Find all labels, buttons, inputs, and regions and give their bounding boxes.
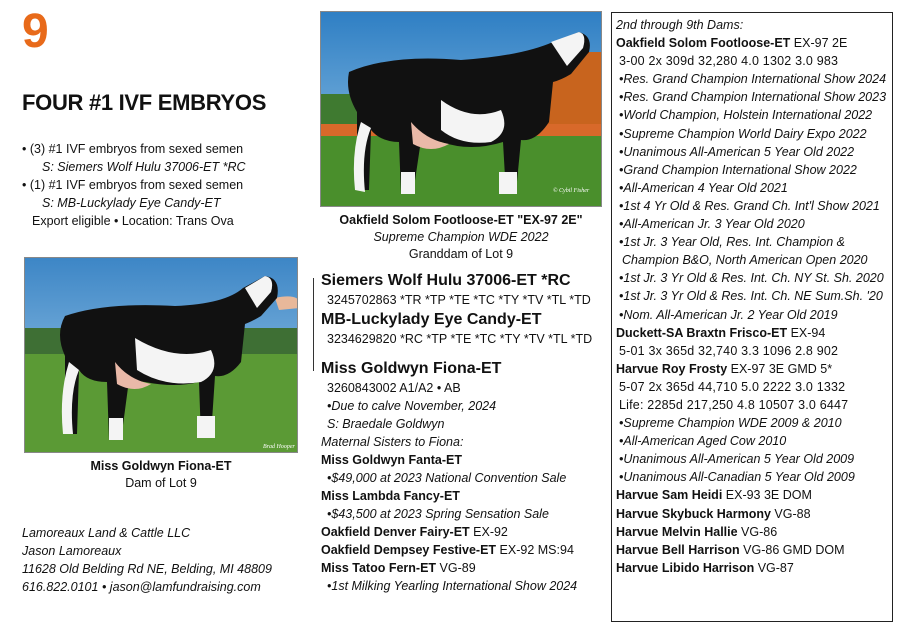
achievement: •All-American 4 Year Old 2021 <box>619 180 788 195</box>
lot-item-sire: S: MB-Luckylady Eye Candy-ET <box>42 196 221 210</box>
achievement: •1st Jr. 3 Year Old, Res. Int. Champion & <box>619 235 846 250</box>
photo-dam <box>24 257 298 453</box>
sister-row <box>321 541 606 559</box>
cow-photo-granddam <box>321 12 602 207</box>
achievement: •World Champion, Holstein International 2022 <box>619 108 873 123</box>
achievement: •1st 4 Yr Old & Res. Grand Ch. Int'l Show 2021 <box>619 198 880 213</box>
achievement: •1st Jr. 3 Yr Old & Res. Int. Ch. NE Sum.Sh. '20 <box>619 289 883 304</box>
caption-relation: Dam of Lot 9 <box>125 476 197 490</box>
sister-score: EX-92 MS:94 <box>496 543 574 557</box>
contact-person: Jason Lamoreaux <box>22 544 122 558</box>
divider-line <box>313 278 314 371</box>
dams-heading: 2nd through 9th Dams: <box>616 18 744 32</box>
caption-dam <box>24 458 298 492</box>
caption-granddam <box>320 212 602 263</box>
contact-address: 11628 Old Belding Rd NE, Belding, MI 48809 <box>22 562 272 576</box>
dam-ancestor-score: VG-86 GMD DOM <box>739 542 845 557</box>
achievement: •Res. Grand Champion International Show 2024 <box>619 72 887 87</box>
photo-credit: Brad Hooper <box>263 444 295 450</box>
dam4-lifetime: Life: 2285d 217,250 4.8 10507 3.0 6447 <box>619 397 849 412</box>
caption-name: Oakfield Solom Footloose-ET "EX-97 2E" <box>339 213 583 227</box>
achievement: •Unanimous All-American 5 Year Old 2009 <box>619 452 855 467</box>
achievement: •Res. Grand Champion International Show 2023 <box>619 90 887 105</box>
cow-photo-dam <box>25 258 298 453</box>
dam4-record: 5-07 2x 365d 44,710 5.0 2222 3.0 1332 <box>619 379 846 394</box>
sister-row <box>321 523 606 541</box>
maternal-heading: Maternal Sisters to Fiona: <box>321 435 464 449</box>
achievement: •1st Jr. 3 Yr Old & Res. Int. Ch. NY St. Sh. 2020 <box>619 271 884 286</box>
lot-item-sire: S: Siemers Wolf Hulu 37006-ET *RC <box>42 160 246 174</box>
lot-description <box>22 140 246 230</box>
achievement: •Unanimous All-Canadian 5 Year Old 2009 <box>619 470 855 485</box>
dams-list <box>616 16 892 577</box>
achievement: •Supreme Champion World Dairy Expo 2022 <box>619 126 867 141</box>
lot-item: • (3) #1 IVF embryos from sexed semen <box>22 142 244 156</box>
dam3-score: EX-94 <box>787 325 826 340</box>
sister-score: VG-89 <box>436 561 476 575</box>
dam4-score: EX-97 3E GMD 5* <box>727 361 833 376</box>
sister-row <box>321 559 606 577</box>
dam-ancestor-score: VG-87 <box>754 560 794 575</box>
dam-ancestor-name: Harvue Libido Harrison <box>616 560 755 575</box>
dam2-score: EX-97 2E <box>790 36 848 51</box>
sister-name: Oakfield Denver Fairy-ET <box>321 525 470 539</box>
photo-credit: © Cybil Fisher <box>553 188 590 194</box>
sister-name: Miss Goldwyn Fanta-ET <box>321 453 462 467</box>
dam4-name: Harvue Roy Frosty <box>616 361 728 376</box>
dam-ancestor-score: VG-86 <box>737 524 778 539</box>
sister-name: Miss Tatoo Fern-ET <box>321 561 437 575</box>
achievement: •Unanimous All-American 5 Year Old 2022 <box>619 144 855 159</box>
dam-due: •Due to calve November, 2024 <box>327 399 497 413</box>
dam-name: Miss Goldwyn Fiona-ET <box>321 360 502 377</box>
caption-name: Miss Goldwyn Fiona-ET <box>90 459 232 473</box>
sire-name: Siemers Wolf Hulu 37006-ET *RC <box>321 272 571 289</box>
dam-ancestor-score: VG-88 <box>770 506 811 521</box>
lot-item: • (1) #1 IVF embryos from sexed semen <box>22 178 244 192</box>
dam-ancestor-name: Harvue Skybuck Harmony <box>616 506 771 521</box>
lot-number: 9 <box>22 5 49 58</box>
sire-info: 3234629820 *RC *TP *TE *TC *TY *TV *TL *TD <box>327 332 593 346</box>
dam3-name: Duckett-SA Braxtn Frisco-ET <box>616 325 788 340</box>
sister-note: •$43,500 at 2023 Spring Sensation Sale <box>327 507 549 521</box>
caption-relation: Granddam of Lot 9 <box>408 247 514 261</box>
sister-note: •$49,000 at 2023 National Convention Sale <box>327 471 567 485</box>
lot-export-location: Export eligible • Location: Trans Ova <box>32 214 234 228</box>
achievement: •Grand Champion International Show 2022 <box>619 162 857 177</box>
sister-name: Miss Lambda Fancy-ET <box>321 489 460 503</box>
sister-note: •1st Milking Yearling International Show 2024 <box>327 579 578 593</box>
photo-granddam <box>320 11 602 207</box>
achievement: •Nom. All-American Jr. 2 Year Old 2019 <box>619 307 838 322</box>
achievement: •All-American Aged Cow 2010 <box>619 434 787 449</box>
sire-info: 3245702863 *TR *TP *TE *TC *TY *TV *TL *TD <box>327 293 591 307</box>
dam-ancestor-name: Harvue Melvin Hallie <box>616 524 738 539</box>
dam2-name: Oakfield Solom Footloose-ET <box>616 36 791 51</box>
sister-name: Oakfield Dempsey Festive-ET <box>321 543 497 557</box>
achievement: •All-American Jr. 3 Year Old 2020 <box>619 217 805 232</box>
achievement: Champion B&O, North American Open 2020 <box>622 253 868 268</box>
achievement: •Supreme Champion WDE 2009 & 2010 <box>619 416 842 431</box>
dam-ancestor-name: Harvue Sam Heidi <box>616 488 723 503</box>
pedigree-middle <box>321 270 606 595</box>
consignor-contact <box>22 524 272 596</box>
sister-score: EX-92 <box>469 525 508 539</box>
dam-ancestor-name: Harvue Bell Harrison <box>616 542 740 557</box>
dam3-record: 5-01 3x 365d 32,740 3.3 1096 2.8 902 <box>619 343 839 358</box>
dam-sire: S: Braedale Goldwyn <box>327 417 445 431</box>
sister-row <box>321 451 606 469</box>
sister-row <box>321 487 606 505</box>
dam-ancestor-score: EX-93 3E DOM <box>722 488 812 503</box>
contact-phone-email: 616.822.0101 • jason@lamfundraising.com <box>22 580 261 594</box>
sire-name: MB-Luckylady Eye Candy-ET <box>321 311 542 328</box>
caption-title: Supreme Champion WDE 2022 <box>373 230 549 244</box>
dam2-record: 3-00 2x 309d 32,280 4.0 1302 3.0 983 <box>619 54 839 69</box>
lot-title: FOUR #1 IVF EMBRYOS <box>22 90 267 115</box>
dam-id: 3260843002 A1/A2 • AB <box>327 381 461 395</box>
contact-company: Lamoreaux Land & Cattle LLC <box>22 526 191 540</box>
